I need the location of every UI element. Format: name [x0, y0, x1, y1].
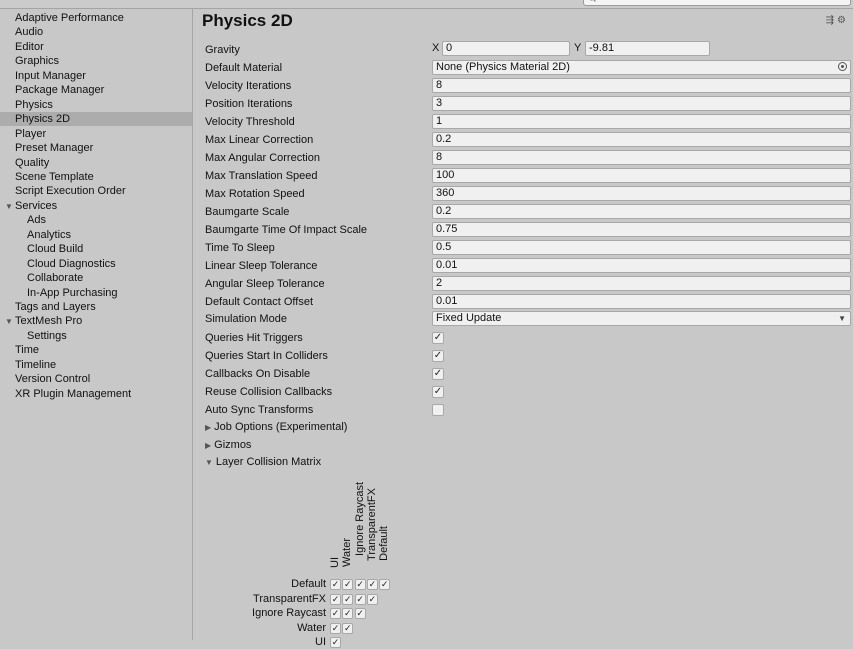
- sidebar-item-label: Adaptive Performance: [15, 12, 124, 24]
- toggle-label: Reuse Collision Callbacks: [205, 386, 333, 398]
- property-input[interactable]: 100: [432, 168, 851, 183]
- toggle-checkbox[interactable]: ✓: [433, 386, 443, 397]
- sidebar-item-label: Package Manager: [15, 84, 105, 97]
- search-input[interactable]: [583, 0, 851, 6]
- sidebar-item[interactable]: [0, 156, 192, 170]
- foldout-label: Job Options (Experimental): [214, 421, 348, 433]
- page-title: Physics 2D: [202, 11, 293, 30]
- simulation-mode-value: Fixed Update: [436, 312, 502, 324]
- sidebar-item[interactable]: [0, 286, 192, 300]
- sidebar-item-label: Cloud Build: [27, 243, 84, 256]
- sidebar-item[interactable]: [0, 69, 192, 83]
- property-label: Max Angular Correction: [205, 152, 320, 164]
- gravity-vector-field: [432, 41, 851, 56]
- sidebar-item-label: TextMesh Pro: [15, 315, 83, 328]
- property-label: Velocity Threshold: [205, 116, 295, 128]
- sidebar-item-label: Timeline: [15, 358, 57, 371]
- sidebar-item-label: Input Manager: [15, 69, 86, 82]
- sidebar-item[interactable]: [0, 127, 192, 141]
- header-icons: [826, 15, 849, 26]
- search-icon: [588, 0, 596, 2]
- toggle-checkbox[interactable]: ✓: [433, 368, 443, 379]
- sidebar-item[interactable]: [0, 213, 192, 227]
- matrix-checkbox[interactable]: ✓: [368, 593, 377, 604]
- sidebar-item[interactable]: [0, 358, 192, 372]
- property-label: Velocity Iterations: [205, 80, 292, 92]
- sidebar-item[interactable]: [0, 387, 192, 401]
- matrix-row-label: Ignore Raycast: [252, 607, 326, 619]
- matrix-checkbox[interactable]: ✓: [344, 622, 352, 633]
- property-input[interactable]: 8: [432, 150, 851, 165]
- matrix-row-label: UI: [315, 636, 326, 648]
- matrix-checkbox[interactable]: ✓: [356, 608, 364, 618]
- property-input[interactable]: 0.2: [432, 132, 851, 147]
- object-picker-icon[interactable]: [838, 62, 847, 71]
- sidebar-item-label: Services: [15, 199, 58, 212]
- sidebar-item[interactable]: [0, 184, 192, 198]
- matrix-column-label: Water: [341, 538, 354, 567]
- foldout-label: Gizmos: [214, 438, 252, 451]
- property-label: Angular Sleep Tolerance: [205, 278, 325, 290]
- sidebar-item[interactable]: [0, 300, 192, 314]
- matrix-row-label: Water: [297, 621, 326, 634]
- sidebar-item[interactable]: [0, 199, 192, 213]
- property-label: Baumgarte Scale: [205, 206, 290, 218]
- sidebar-item[interactable]: [0, 329, 192, 343]
- settings-sidebar: [0, 9, 193, 640]
- chevron-down-icon: ▼: [838, 314, 846, 323]
- top-toolbar: [0, 0, 853, 9]
- toggle-checkbox[interactable]: [432, 404, 444, 416]
- chevron-down-icon: ▼: [205, 458, 213, 467]
- sidebar-item[interactable]: [0, 25, 192, 39]
- sidebar-item-label: Player: [15, 127, 47, 140]
- gravity-x-input[interactable]: 0: [442, 41, 570, 56]
- sidebar-item[interactable]: [0, 257, 192, 271]
- toggle-checkbox[interactable]: ✓: [433, 332, 443, 343]
- toggle-label: Callbacks On Disable: [205, 368, 311, 380]
- sidebar-item[interactable]: [0, 54, 192, 68]
- property-input[interactable]: 3: [432, 96, 851, 111]
- sidebar-item[interactable]: [0, 98, 192, 112]
- sidebar-item[interactable]: [0, 170, 192, 184]
- toggle-label: Auto Sync Transforms: [205, 404, 314, 416]
- property-label: Max Translation Speed: [205, 170, 318, 182]
- sidebar-item[interactable]: [0, 242, 192, 256]
- matrix-checkbox[interactable]: ✓: [356, 579, 364, 589]
- sidebar-item[interactable]: [0, 11, 192, 25]
- sidebar-item-label: Scene Template: [15, 170, 94, 183]
- sliders-icon[interactable]: ⇶: [825, 15, 838, 26]
- gravity-y-label: Y: [574, 42, 582, 54]
- sidebar-item[interactable]: [0, 372, 192, 386]
- property-input[interactable]: 2: [432, 276, 851, 291]
- matrix-checkbox[interactable]: ✓: [344, 608, 352, 618]
- sidebar-item-label: Physics 2D: [15, 113, 71, 126]
- default-material-field[interactable]: [432, 60, 851, 75]
- default-material-label: Default Material: [205, 62, 283, 74]
- sidebar-item-label: Time: [15, 344, 40, 357]
- property-input[interactable]: 0.2: [432, 204, 851, 219]
- gravity-label: Gravity: [205, 44, 240, 56]
- chevron-right-icon: ▶: [205, 440, 212, 450]
- sidebar-item[interactable]: [0, 314, 192, 328]
- sidebar-item-label: Version Control: [15, 373, 91, 386]
- sidebar-item-label: Collaborate: [27, 272, 84, 285]
- sidebar-item-label: Tags and Layers: [15, 301, 96, 313]
- property-label: Max Rotation Speed: [205, 188, 305, 200]
- matrix-column-label: Default: [378, 525, 391, 561]
- default-material-value: None (Physics Material 2D): [436, 61, 570, 73]
- toggle-label: Queries Hit Triggers: [205, 332, 303, 344]
- matrix-checkbox[interactable]: ✓: [368, 579, 377, 589]
- matrix-checkbox[interactable]: ✓: [380, 579, 389, 589]
- gravity-y-input[interactable]: -9.81: [585, 41, 710, 56]
- matrix-checkbox[interactable]: ✓: [331, 622, 340, 633]
- sidebar-item-label: Script Execution Order: [15, 185, 126, 198]
- sidebar-item-label: Quality: [15, 156, 50, 169]
- property-label: Max Linear Correction: [205, 134, 314, 146]
- foldout-label: Layer Collision Matrix: [215, 456, 322, 468]
- matrix-column-label: Ignore Raycast: [353, 482, 366, 557]
- sidebar-item-label: Graphics: [15, 55, 60, 68]
- sidebar-item-label: In-App Purchasing: [27, 286, 118, 299]
- simulation-mode-dropdown[interactable]: [432, 311, 851, 326]
- matrix-row-label: Default: [291, 578, 326, 590]
- toggle-label: Queries Start In Colliders: [205, 350, 328, 362]
- expand-triangle-icon[interactable]: ▼: [5, 201, 13, 211]
- property-input[interactable]: 1: [432, 114, 851, 129]
- sidebar-item-label: Settings: [27, 329, 67, 342]
- property-input[interactable]: 0.01: [432, 294, 851, 309]
- sidebar-item-label: Audio: [15, 26, 44, 39]
- foldout-header[interactable]: [205, 454, 321, 470]
- matrix-column-label: TransparentFX: [365, 488, 378, 562]
- sidebar-item-label: Editor: [15, 40, 44, 53]
- sidebar-item-label: XR Plugin Management: [15, 387, 132, 400]
- sidebar-item[interactable]: [0, 228, 192, 242]
- property-input[interactable]: 0.01: [432, 258, 851, 273]
- sidebar-item[interactable]: [0, 343, 192, 357]
- inspector-panel: [194, 9, 853, 648]
- foldout-header[interactable]: [205, 419, 347, 435]
- sidebar-item[interactable]: [0, 141, 192, 155]
- sidebar-item[interactable]: [0, 40, 192, 54]
- property-input[interactable]: 8: [432, 78, 851, 93]
- property-input[interactable]: 360: [432, 186, 851, 201]
- matrix-checkbox[interactable]: ✓: [331, 579, 340, 589]
- property-label: Default Contact Offset: [205, 296, 314, 308]
- matrix-row-label: TransparentFX: [253, 592, 326, 605]
- sidebar-item[interactable]: [0, 271, 192, 285]
- matrix-checkbox[interactable]: ✓: [344, 593, 352, 604]
- sidebar-item-label: Analytics: [27, 228, 72, 241]
- matrix-checkbox[interactable]: ✓: [356, 593, 364, 604]
- property-input[interactable]: 0.5: [432, 240, 851, 255]
- sidebar-item-label: Cloud Diagnostics: [27, 257, 116, 270]
- sidebar-item-label: Preset Manager: [15, 142, 94, 155]
- gravity-x-label: X: [432, 42, 440, 54]
- sidebar-item[interactable]: [0, 83, 192, 97]
- matrix-checkbox[interactable]: ✓: [344, 579, 352, 589]
- matrix-checkbox[interactable]: ✓: [331, 608, 340, 618]
- sidebar-item-label: Ads: [27, 214, 46, 227]
- sidebar-item[interactable]: [0, 112, 192, 126]
- matrix-column-label: UI: [329, 556, 341, 568]
- simulation-mode-label: Simulation Mode: [205, 313, 287, 325]
- chevron-right-icon: ▶: [205, 423, 212, 432]
- toggle-checkbox[interactable]: ✓: [433, 350, 443, 361]
- property-label: Baumgarte Time Of Impact Scale: [205, 224, 368, 236]
- sidebar-item-label: Physics: [15, 98, 53, 111]
- gear-icon[interactable]: ⚙: [837, 15, 849, 26]
- foldout-header[interactable]: [205, 437, 251, 453]
- property-label: Linear Sleep Tolerance: [205, 260, 318, 272]
- matrix-checkbox[interactable]: ✓: [331, 593, 340, 604]
- property-input[interactable]: 0.75: [432, 222, 851, 237]
- property-label: Time To Sleep: [205, 242, 275, 254]
- expand-triangle-icon[interactable]: ▼: [5, 317, 13, 327]
- matrix-checkbox[interactable]: ✓: [331, 637, 340, 647]
- property-label: Position Iterations: [205, 98, 293, 110]
